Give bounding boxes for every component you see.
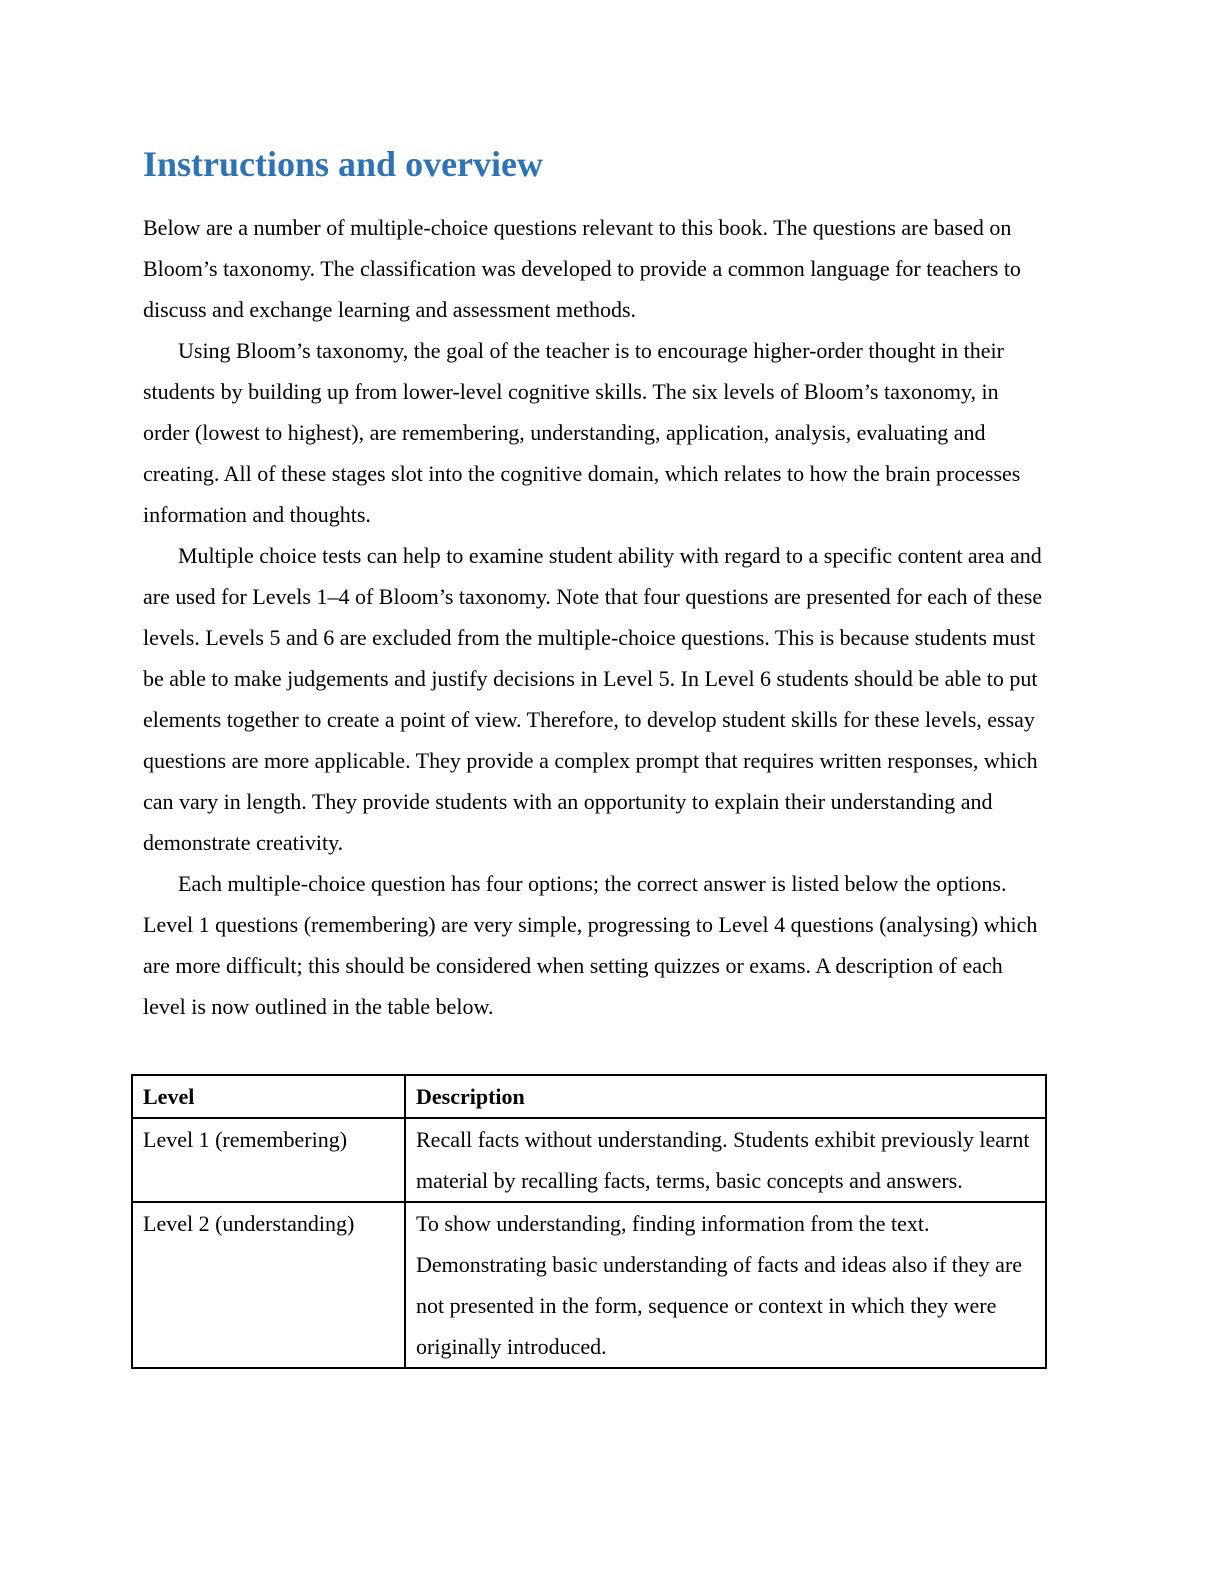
paragraph-intro: Below are a number of multiple-choice questions relevant to this book. The questions are based on Bloom’s taxonomy. The classification was developed to provide a common language for teachers to discuss and exchange learning and assessment methods. [143,215,1021,322]
level-cell: Level 2 (understanding) [132,1202,405,1368]
paragraph-multiple-choice-tests: Multiple choice tests can help to examine student ability with regard to a specific content area and are used for Levels 1–4 of Bloom’s taxonomy. Note that four questions are presented for each of these levels. Levels 5 and 6 are excluded from the multiple-choice questions. This is because students must be able to make judgements and justify decisions in Level 5. In Level 6 students should be able to put elements together to create a point of view. Therefore, to develop student skills for these levels, essay questions are more applicable. They provide a complex prompt that requires written responses, which can vary in length. They provide students with an opportunity to explain their understanding and demonstrate creativity. [143,543,1043,855]
level-cell: Level 1 (remembering) [132,1118,405,1202]
table-row [132,1202,1046,1368]
table-row [132,1118,1046,1202]
body-text [143,207,1043,1027]
page-title: Instructions and overview [143,144,544,184]
column-header-level: Level [132,1075,405,1118]
paragraph-question-format: Each multiple-choice question has four options; the correct answer is listed below the options. Level 1 questions (remembering) are very simple, progressing to Level 4 questions (analysing) which are more difficult; this should be considered when setting quizzes or exams. A description of each level is now outlined in the table below. [143,871,1038,1019]
column-header-description: Description [405,1075,1046,1118]
description-cell: Recall facts without understanding. Students exhibit previously learnt material by recalling facts, terms, basic concepts and answers. [405,1118,1046,1202]
paragraph-blooms-taxonomy: Using Bloom’s taxonomy, the goal of the teacher is to encourage higher-order thought in their students by building up from lower-level cognitive skills. The six levels of Bloom’s taxonomy, in order (lowest to highest), are remembering, understanding, application, analysis, evaluating and creating. All of these stages slot into the cognitive domain, which relates to how the brain processes information and thoughts. [143,338,1021,527]
table-header-row [132,1075,1046,1118]
levels-table [131,1074,1047,1369]
description-cell: To show understanding, finding information from the text. Demonstrating basic understanding of facts and ideas also if they are not presented in the form, sequence or context in which they were originally introduced. [405,1202,1046,1368]
